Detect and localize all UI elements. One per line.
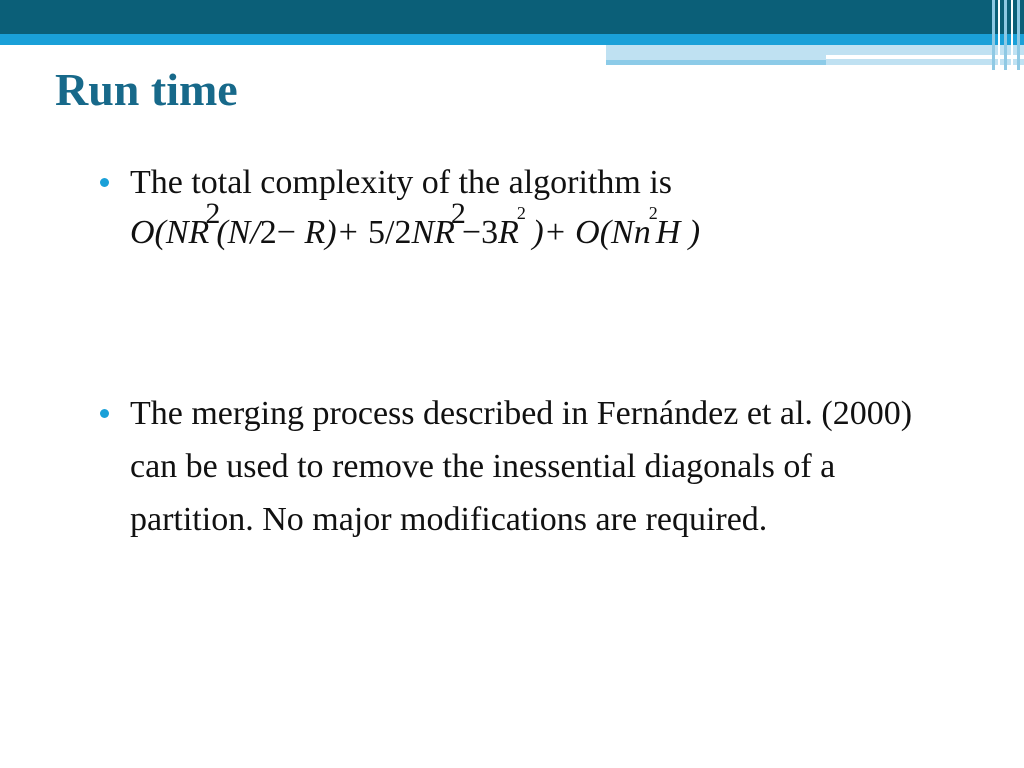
header-band-dark: [0, 0, 1024, 34]
formula-part: (N/: [216, 214, 260, 251]
formula-exponent: 2: [450, 197, 466, 230]
formula-part: O(Nn: [566, 214, 651, 251]
formula-part: R: [498, 214, 519, 251]
header-stripe: [1017, 0, 1020, 70]
header-stripe: [998, 0, 1000, 70]
header-band-thin: [606, 60, 826, 65]
complexity-formula: [130, 197, 960, 261]
bullet-item: [100, 156, 960, 261]
formula-part: H ): [655, 214, 701, 251]
bullet-text: The total complexity of the algorithm is: [130, 164, 672, 201]
header-stripe: [1004, 0, 1007, 70]
bullet-dot-icon: [100, 178, 109, 187]
formula-exponent: 2: [516, 203, 526, 223]
formula-part: NR: [411, 214, 455, 251]
bullet-dot-icon: [100, 409, 109, 418]
bullet-text: The merging process described in Fernández et al. (2000) can be used to remove the inessential diagonals of a partition. No major modifications are required.: [130, 395, 913, 538]
formula-exponent: 2: [648, 203, 658, 223]
formula-part: 2−: [259, 214, 296, 251]
header-band-accent: [0, 34, 1024, 45]
bullet-item: [100, 387, 960, 546]
formula-part: −3: [461, 214, 499, 251]
formula-exponent: 2: [205, 197, 221, 230]
formula-part: 5/2: [359, 214, 412, 251]
slide-title: Run time: [55, 64, 238, 115]
header-stripe: [992, 0, 995, 70]
formula-part: R)+: [295, 214, 360, 251]
header-stripe: [1011, 0, 1013, 70]
formula-part: O(NR: [130, 214, 210, 251]
formula-part: )+: [523, 214, 567, 251]
